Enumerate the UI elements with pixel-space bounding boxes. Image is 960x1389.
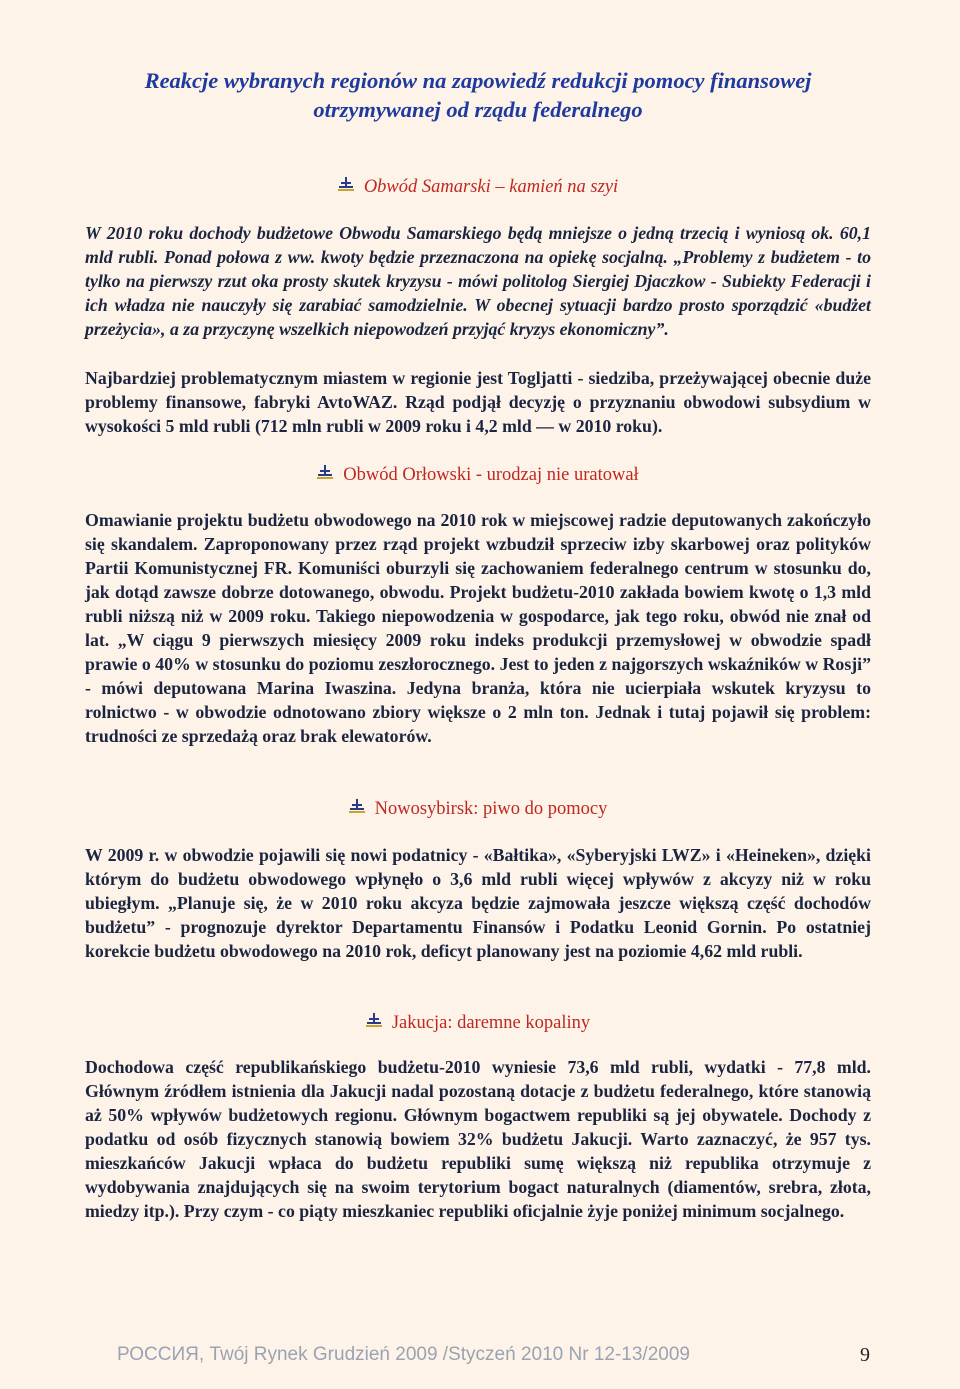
bullet-icon	[338, 175, 354, 197]
section-heading-yakutia	[85, 1012, 871, 1035]
section-heading-text: Nowosybirsk: piwo do pomocy	[374, 799, 608, 819]
section-heading-text: Obwód Orłowski - urodzaj nie uratował	[343, 465, 639, 485]
section-heading-orel	[85, 464, 871, 487]
section-heading-text: Obwód Samarski – kamień na szyi	[363, 177, 619, 197]
section-paragraph-orel: Omawianie projektu budżetu obwodowego na 2010 rok w miejscowej radzie deputowanych zakończyło się skandalem. Zaproponowany przez rząd projekt wzbudził sprzeciw izby skarbowej oraz polityków Partii Komunistycznej FR. Komuniści oburzyli się zachowaniem federalnego centrum w stosunku do, jak dotąd zawsze dobrze dotowanego, obwodu. Projekt budżetu-2010 zakłada bowiem kwotę o 1,3 mld rubli niższą niż w 2009 roku. Takiego niepowodzenia w gospodarce, jak tego roku, obwód nie znał od lat. „W ciągu 9 pierwszych miesięcy 2009 roku indeks produkcji przemysłowej w obwodzie spadł prawie o 40% w stosunku do poziomu zeszłorocznego. Jest to jeden z najgorszych wskaźników w Rosji” - mówi deputowana Marina Iwaszina. Jedyna branża, która nie ucierpiała wskutek kryzysu to rolnictwo - w obwodzie odnotowano zbiory większe o 2 mln ton. Jednak i tutaj pojawił się problem: trudności ze sprzedażą oraz brak elewatorów.	[85, 510, 871, 746]
page-number: 9	[860, 1344, 870, 1366]
bullet-icon	[366, 1011, 382, 1033]
section-heading-novosibirsk	[85, 798, 871, 821]
section-heading-samara	[85, 176, 871, 199]
bullet-icon	[317, 463, 333, 485]
section-paragraph-samara-1: W 2010 roku dochody budżetowe Obwodu Samarskiego będą mniejsze o jedną trzecią i wyniosą ok. 60,1 mld rubli. Ponad połowa z ww. kwoty będzie przeznaczona na opiekę socjalną. „Problemy z budżetem - to tylko na pierwszy rzut oka prosty skutek kryzysu - mówi politolog Siergiej Djaczkow - Subiekty Federacji i ich władza nie nauczyły się zarabiać samodzielnie. W obecnej sytuacji bardzo prosto sporządzić «budżet przeżycia», a za przyczynę wszelkich niepowodzeń przyjąć kryzys ekonomiczny”.	[85, 223, 871, 339]
section-paragraph-novosibirsk: W 2009 r. w obwodzie pojawili się nowi podatnicy - «Bałtika», «Syberyjski LWZ» i «Heineken», dzięki którym do budżetu obwodowego wpłynęło o 3,6 mld rubli więcej wpływów z akcyzy niż w roku ubiegłym. „Planuje się, że w 2010 roku akcyza będzie zajmowała jeszcze większą część dochodów budżetu” - prognozuje dyrektor Departamentu Finansów i Podatku Leonid Gornin. Po ostatniej korekcie budżetu obwodowego na 2010 rok, deficyt planowany jest na poziomie 4,62 mld rubli.	[85, 845, 871, 961]
page-title	[85, 66, 871, 124]
title-line-2: otrzymywanej od rządu federalnego	[313, 97, 643, 122]
section-paragraph-samara-2: Najbardziej problematycznym miastem w regionie jest Togljatti - siedziba, przeżywającej obecnie duże problemy finansowe, fabryki AvtoWAZ. Rząd podjął decyzję o przyznaniu obwodowi subsydium w wysokości 5 mld rubli (712 mln rubli w 2009 roku i 4,2 mld — w 2010 roku).	[85, 368, 871, 436]
page-footer: РОССИЯ, Twój Rynek Grudzień 2009 /Styczeń 2010 Nr 12-13/2009	[117, 1344, 690, 1365]
bullet-icon	[349, 797, 365, 819]
section-paragraph-yakutia: Dochodowa część republikańskiego budżetu-2010 wyniesie 73,6 mld rubli, wydatki - 77,8 mld. Głównym źródłem istnienia dla Jakucji nadal pozostaną dotacje z budżetu federalnego, które stanowią aż 50% wpływów budżetowych regionu. Głównym bogactwem republiki są jej obywatele. Dochody z podatku od osób fizycznych stanowią bowiem 32% budżetu Jakucji. Warto zaznaczyć, że 957 tys. mieszkańców Jakucji wpłaca do budżetu republiki sumę większą niż republika otrzymuje z wydobywania znajdujących się na swoim terytorium bogact naturalnych (diamentów, srebra, złota, miedzy itp.). Przy czym - co piąty mieszkaniec republiki oficjalnie żyje poniżej minimum socjalnego.	[85, 1057, 871, 1221]
section-heading-text: Jakucja: daremne kopaliny	[391, 1013, 591, 1033]
title-line-1: Reakcje wybranych regionów na zapowiedź redukcji pomocy finansowej	[144, 68, 812, 93]
